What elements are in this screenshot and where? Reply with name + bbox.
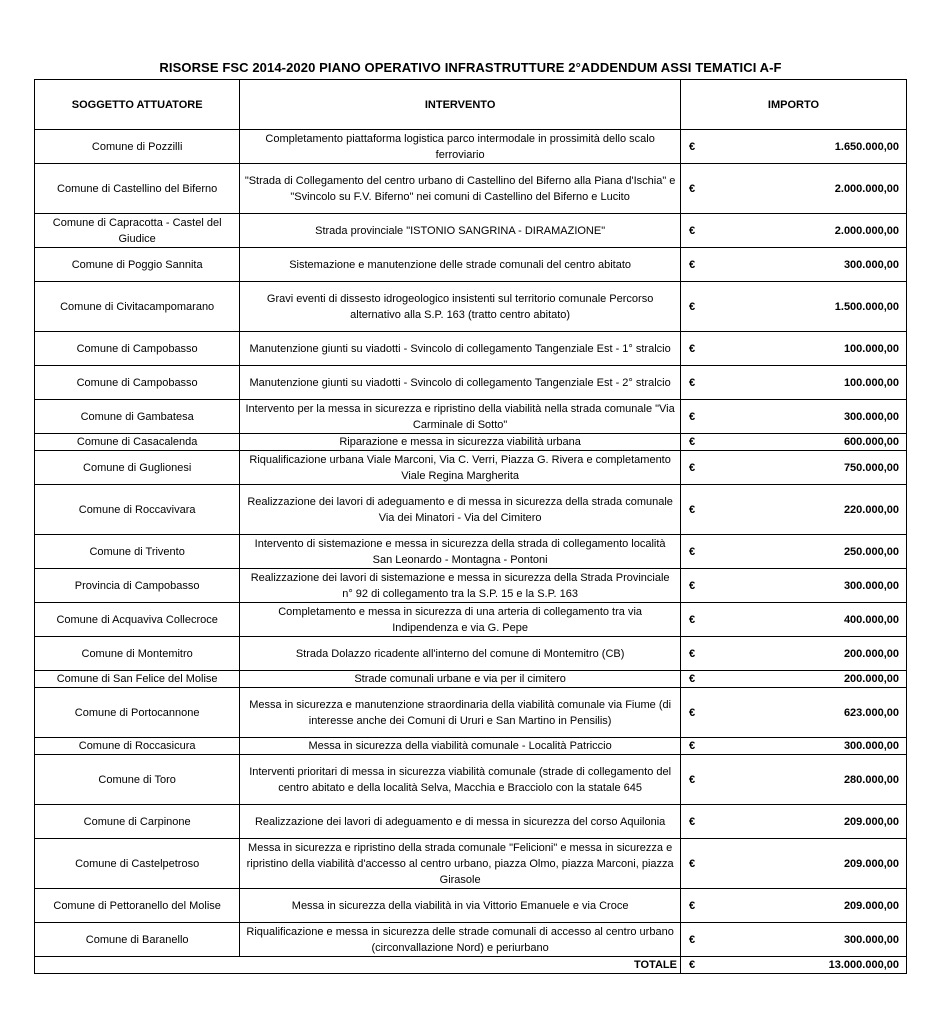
soggetto-cell: Comune di Capracotta - Castel del Giudice — [35, 214, 240, 248]
importo-cell — [680, 603, 906, 637]
soggetto-cell: Comune di Roccasicura — [35, 738, 240, 755]
importo-cell — [680, 839, 906, 889]
importo-cell — [680, 164, 906, 214]
soggetto-cell: Comune di Guglionesi — [35, 451, 240, 485]
table-row — [35, 400, 907, 434]
currency-symbol: € — [688, 258, 696, 271]
soggetto-cell: Comune di Carpinone — [35, 805, 240, 839]
currency-symbol: € — [688, 461, 696, 474]
currency-symbol: € — [688, 140, 696, 153]
soggetto-cell: Comune di Montemitro — [35, 637, 240, 671]
intervento-cell: Messa in sicurezza e ripristino della strada comunale "Felicioni" e messa in sicurezza e ripristino della viabilità d'accesso al centro urbano, piazza Olmo, piazza Marconi, piazza Girasole — [240, 839, 681, 889]
intervento-cell: Realizzazione dei lavori di sistemazione e messa in sicurezza della Strada Provinciale n° 92 di collegamento tra la S.P. 15 e la S.P. 163 — [240, 569, 681, 603]
currency-symbol: € — [688, 436, 696, 448]
currency-symbol: € — [688, 740, 696, 752]
importo-cell — [680, 889, 906, 923]
importo-cell — [680, 485, 906, 535]
soggetto-cell: Comune di Casacalenda — [35, 434, 240, 451]
table-row — [35, 839, 907, 889]
table-row — [35, 164, 907, 214]
currency-symbol: € — [688, 857, 696, 870]
currency-symbol: € — [688, 182, 696, 195]
importo-value: 200.000,00 — [843, 647, 899, 660]
table-row — [35, 366, 907, 400]
soggetto-cell: Comune di Roccavivara — [35, 485, 240, 535]
soggetto-cell: Comune di Pettoranello del Molise — [35, 889, 240, 923]
intervento-cell: Manutenzione giunti su viadotti - Svincolo di collegamento Tangenziale Est - 1° stralcio — [240, 332, 681, 366]
soggetto-cell: Comune di Gambatesa — [35, 400, 240, 434]
importo-value: 2.000.000,00 — [834, 182, 899, 195]
currency-symbol: € — [688, 545, 696, 558]
intervento-cell: Realizzazione dei lavori di adeguamento e di messa in sicurezza del corso Aquilonia — [240, 805, 681, 839]
intervento-cell: Gravi eventi di dissesto idrogeologico insistenti sul territorio comunale Percorso alternativo alla S.P. 163 (tratto centro abitato) — [240, 282, 681, 332]
importo-value: 300.000,00 — [843, 579, 899, 592]
intervento-cell: Messa in sicurezza e manutenzione straordinaria della viabilità comunale via Fiume (di interesse anche dei Comuni di Ururi e San Martino in Pensilis) — [240, 688, 681, 738]
table-row — [35, 434, 907, 451]
importo-value: 2.000.000,00 — [834, 224, 899, 237]
header-soggetto: SOGGETTO ATTUATORE — [35, 80, 240, 130]
intervento-cell: "Strada di Collegamento del centro urbano di Castellino del Biferno alla Piana d'Ischia" e "Svincolo su F.V. Biferno" nei comuni di Castellino del Biferno e Lucito — [240, 164, 681, 214]
table-row — [35, 130, 907, 164]
currency-symbol: € — [688, 773, 696, 786]
importo-cell — [680, 282, 906, 332]
currency-symbol: € — [688, 899, 696, 912]
intervento-cell: Sistemazione e manutenzione delle strade comunali del centro abitato — [240, 248, 681, 282]
currency-symbol: € — [688, 342, 696, 355]
importo-cell — [680, 400, 906, 434]
currency-symbol: € — [688, 503, 696, 516]
importo-cell — [680, 332, 906, 366]
currency-symbol: € — [688, 410, 696, 423]
importo-value: 200.000,00 — [843, 673, 899, 685]
soggetto-cell: Provincia di Campobasso — [35, 569, 240, 603]
table-row — [35, 485, 907, 535]
importo-value: 1.650.000,00 — [834, 140, 899, 153]
table-row — [35, 637, 907, 671]
table-row — [35, 282, 907, 332]
importo-cell — [680, 569, 906, 603]
currency-symbol: € — [688, 706, 696, 719]
soggetto-cell: Comune di Castellino del Biferno — [35, 164, 240, 214]
soggetto-cell: Comune di Civitacampomarano — [35, 282, 240, 332]
currency-symbol: € — [688, 376, 696, 389]
intervento-cell: Messa in sicurezza della viabilità in via Vittorio Emanuele e via Croce — [240, 889, 681, 923]
currency-symbol: € — [688, 579, 696, 592]
intervento-cell: Realizzazione dei lavori di adeguamento e di messa in sicurezza della strada comunale Via dei Minatori - Via del Cimitero — [240, 485, 681, 535]
currency-symbol: € — [688, 673, 696, 685]
total-importo-cell — [680, 957, 906, 974]
intervento-cell: Intervento per la messa in sicurezza e ripristino della viabilità nella strada comunale "Via Carminale di Sotto" — [240, 400, 681, 434]
soggetto-cell: Comune di Toro — [35, 755, 240, 805]
importo-cell — [680, 738, 906, 755]
intervento-cell: Riparazione e messa in sicurezza viabilità urbana — [240, 434, 681, 451]
intervento-cell: Riqualificazione e messa in sicurezza delle strade comunali di accesso al centro urbano (circonvallazione Nord) e periurbano — [240, 923, 681, 957]
table-row — [35, 603, 907, 637]
importo-cell — [680, 671, 906, 688]
importo-cell — [680, 688, 906, 738]
soggetto-cell: Comune di Portocannone — [35, 688, 240, 738]
table-row — [35, 688, 907, 738]
table-row — [35, 671, 907, 688]
intervento-cell: Riqualificazione urbana Viale Marconi, Via C. Verri, Piazza G. Rivera e completamento Viale Regina Margherita — [240, 451, 681, 485]
table-row — [35, 755, 907, 805]
table-row — [35, 805, 907, 839]
importo-value: 600.000,00 — [843, 436, 899, 448]
importo-cell — [680, 366, 906, 400]
total-blank — [35, 957, 240, 974]
importo-cell — [680, 214, 906, 248]
intervento-cell: Completamento e messa in sicurezza di una arteria di collegamento tra via Indipendenza e via G. Pepe — [240, 603, 681, 637]
importo-value: 750.000,00 — [843, 461, 899, 474]
importo-value: 250.000,00 — [843, 545, 899, 558]
table-row — [35, 889, 907, 923]
table-row — [35, 248, 907, 282]
intervento-cell: Intervento di sistemazione e messa in sicurezza della strada di collegamento località San Leonardo - Montagna - Pontoni — [240, 535, 681, 569]
soggetto-cell: Comune di Campobasso — [35, 332, 240, 366]
currency-symbol: € — [688, 647, 696, 660]
importo-cell — [680, 130, 906, 164]
table-row — [35, 451, 907, 485]
soggetto-cell: Comune di Acquaviva Collecroce — [35, 603, 240, 637]
intervento-cell: Completamento piattaforma logistica parco intermodale in prossimità dello scalo ferroviario — [240, 130, 681, 164]
header-importo: IMPORTO — [680, 80, 906, 130]
importo-cell — [680, 535, 906, 569]
importo-value: 300.000,00 — [843, 933, 899, 946]
importo-cell — [680, 248, 906, 282]
currency-symbol: € — [688, 613, 696, 626]
currency-symbol: € — [688, 300, 696, 313]
total-row — [35, 957, 907, 974]
table-row — [35, 332, 907, 366]
importo-value: 300.000,00 — [843, 740, 899, 752]
importo-value: 280.000,00 — [843, 773, 899, 786]
importo-cell — [680, 755, 906, 805]
importo-value: 300.000,00 — [843, 258, 899, 271]
total-label: TOTALE — [240, 957, 681, 974]
currency-symbol: € — [688, 933, 696, 946]
soggetto-cell: Comune di Baranello — [35, 923, 240, 957]
importo-value: 220.000,00 — [843, 503, 899, 516]
soggetto-cell: Comune di Trivento — [35, 535, 240, 569]
importo-value: 209.000,00 — [843, 815, 899, 828]
soggetto-cell: Comune di Pozzilli — [35, 130, 240, 164]
soggetto-cell: Comune di Poggio Sannita — [35, 248, 240, 282]
intervento-cell: Strada provinciale "ISTONIO SANGRINA - DIRAMAZIONE" — [240, 214, 681, 248]
importo-value: 400.000,00 — [843, 613, 899, 626]
soggetto-cell: Comune di San Felice del Molise — [35, 671, 240, 688]
table-row — [35, 569, 907, 603]
header-intervento: INTERVENTO — [240, 80, 681, 130]
intervento-cell: Strada Dolazzo ricadente all'interno del comune di Montemitro (CB) — [240, 637, 681, 671]
table-row — [35, 923, 907, 957]
intervento-cell: Strade comunali urbane e via per il cimitero — [240, 671, 681, 688]
importo-value: 100.000,00 — [843, 342, 899, 355]
importo-value: 209.000,00 — [843, 857, 899, 870]
currency-symbol: € — [688, 815, 696, 828]
table-header-row — [35, 80, 907, 130]
intervento-cell: Interventi prioritari di messa in sicurezza viabilità comunale (strade di collegamento del centro abitato e della località Selva, Macchia e Bracciolo con la statale 645 — [240, 755, 681, 805]
intervento-cell: Manutenzione giunti su viadotti - Svincolo di collegamento Tangenziale Est - 2° stralcio — [240, 366, 681, 400]
table-row — [35, 535, 907, 569]
currency-symbol: € — [688, 224, 696, 237]
importo-cell — [680, 637, 906, 671]
table-row — [35, 214, 907, 248]
table-row — [35, 738, 907, 755]
table-body — [35, 130, 907, 974]
importo-value: 209.000,00 — [843, 899, 899, 912]
importo-cell — [680, 434, 906, 451]
importo-value: 623.000,00 — [843, 706, 899, 719]
importo-value: 300.000,00 — [843, 410, 899, 423]
soggetto-cell: Comune di Castelpetroso — [35, 839, 240, 889]
funding-table — [34, 79, 907, 974]
importo-cell — [680, 923, 906, 957]
importo-cell — [680, 805, 906, 839]
total-value: 13.000.000,00 — [828, 959, 899, 971]
importo-cell — [680, 451, 906, 485]
currency-symbol: € — [688, 959, 696, 971]
intervento-cell: Messa in sicurezza della viabilità comunale - Località Patriccio — [240, 738, 681, 755]
importo-value: 1.500.000,00 — [834, 300, 899, 313]
importo-value: 100.000,00 — [843, 376, 899, 389]
document-title: RISORSE FSC 2014-2020 PIANO OPERATIVO INFRASTRUTTURE 2°ADDENDUM ASSI TEMATICI A-F — [159, 60, 782, 75]
soggetto-cell: Comune di Campobasso — [35, 366, 240, 400]
